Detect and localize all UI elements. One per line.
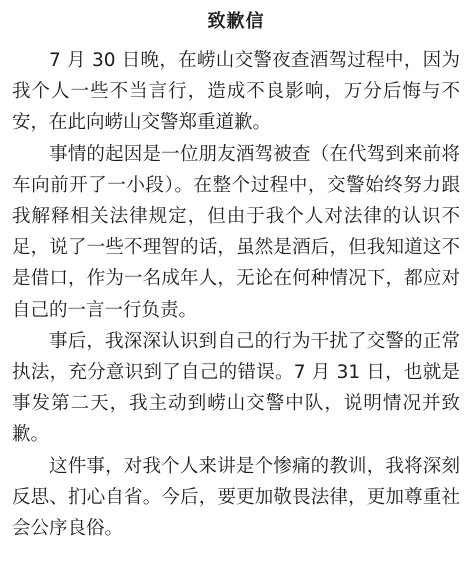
paragraph-4: 这件事，对我个人来讲是个惨痛的教训，我将深刻反思、扪心自省。今后，要更加敬畏法律，更加尊重社会公序良俗。: [12, 455, 460, 540]
paragraph-1: 7 月 30 日晚，在崂山交警夜查酒驾过程中，因为我个人一些不当言行，造成不良影响，万分后悔与不安，在此向崂山交警郑重道歉。: [12, 50, 460, 134]
paragraph-3: 事后，我深深认识到自己的行为干扰了交警的正常执法，充分意识到了自己的错误。7 月 31 日，也就是事发第二天，我主动到崂山交警中队，说明情况并致歉。: [12, 330, 460, 446]
letter-body: [12, 45, 460, 544]
letter-title: 致歉信: [207, 11, 265, 32]
paragraph-2: 事情的起因是一位朋友酒驾被查（在代驾到来前将车向前开了一小段）。在整个过程中，交警始终努力跟我解释相关法律规定，但由于我个人对法律的认识不足，说了一些不理智的话，虽然是酒后，但我知道这不是借口，作为一名成年人，无论在何种情况下，都应对自己的一言一行负责。: [12, 143, 460, 321]
